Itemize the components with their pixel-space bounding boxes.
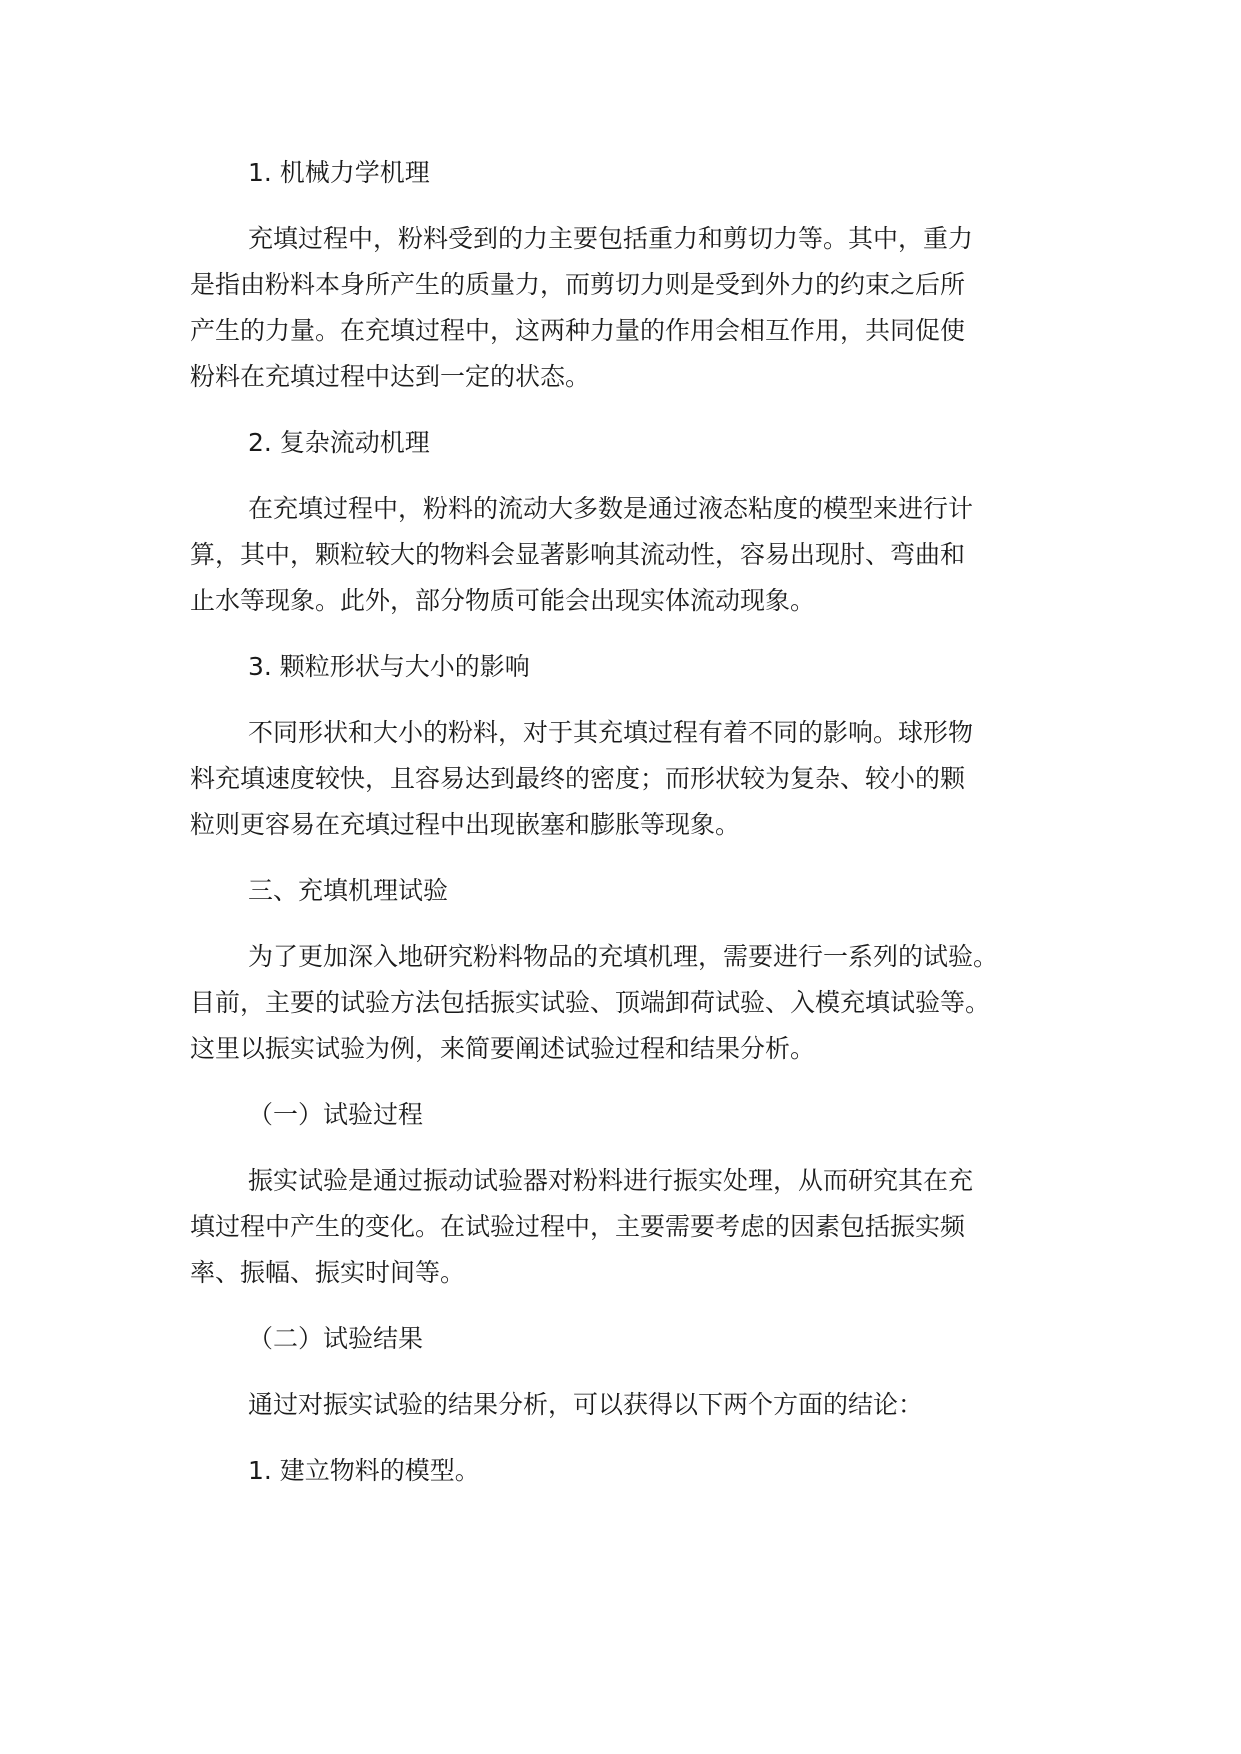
paragraph-line: 目前，主要的试验方法包括振实试验、顶端卸荷试验、入模充填试验等。 — [190, 988, 991, 1017]
paragraph — [190, 934, 1050, 1072]
paragraph-line: 粉料在充填过程中达到一定的状态。 — [190, 362, 591, 391]
paragraph-line: 振实试验是通过振动试验器对粉料进行振实处理，从而研究其在充 — [248, 1166, 974, 1195]
paragraph-line: 不同形状和大小的粉料，对于其充填过程有着不同的影响。球形物 — [248, 718, 974, 747]
document-body — [190, 150, 1050, 1514]
paragraph-line: 为了更加深入地研究粉料物品的充填机理，需要进行一系列的试验。 — [248, 942, 999, 971]
paragraph — [190, 1382, 1050, 1428]
section-heading: 3. 颗粒形状与大小的影响 — [248, 652, 530, 681]
paragraph — [190, 486, 1050, 624]
paragraph — [190, 1158, 1050, 1296]
paragraph-line: 通过对振实试验的结果分析，可以获得以下两个方面的结论： — [248, 1390, 924, 1419]
paragraph-line: 是指由粉料本身所产生的质量力，而剪切力则是受到外力的约束之后所 — [190, 270, 966, 299]
section-heading: 1. 建立物料的模型。 — [248, 1456, 480, 1485]
paragraph-line: 粒则更容易在充填过程中出现嵌塞和膨胀等现象。 — [190, 810, 741, 839]
paragraph-line: 这里以振实试验为例，来简要阐述试验过程和结果分析。 — [190, 1034, 816, 1063]
section-heading: 2. 复杂流动机理 — [248, 428, 430, 457]
section-heading: 1. 机械力学机理 — [248, 158, 430, 187]
paragraph-line: 率、振幅、振实时间等。 — [190, 1258, 466, 1287]
paragraph-line: 料充填速度较快，且容易达到最终的密度；而形状较为复杂、较小的颗 — [190, 764, 966, 793]
paragraph-line: 止水等现象。此外，部分物质可能会出现实体流动现象。 — [190, 586, 816, 615]
section-heading: （一）试验过程 — [248, 1100, 424, 1129]
paragraph — [190, 710, 1050, 848]
paragraph-line: 填过程中产生的变化。在试验过程中，主要需要考虑的因素包括振实频 — [190, 1212, 966, 1241]
paragraph-line: 充填过程中，粉料受到的力主要包括重力和剪切力等。其中，重力 — [248, 224, 974, 253]
section-heading: 三、充填机理试验 — [248, 876, 449, 905]
paragraph — [190, 216, 1050, 400]
paragraph-line: 在充填过程中，粉料的流动大多数是通过液态粘度的模型来进行计 — [248, 494, 974, 523]
section-heading: （二）试验结果 — [248, 1324, 424, 1353]
paragraph-line: 产生的力量。在充填过程中，这两种力量的作用会相互作用，共同促使 — [190, 316, 966, 345]
paragraph-line: 算，其中，颗粒较大的物料会显著影响其流动性，容易出现肘、弯曲和 — [190, 540, 966, 569]
